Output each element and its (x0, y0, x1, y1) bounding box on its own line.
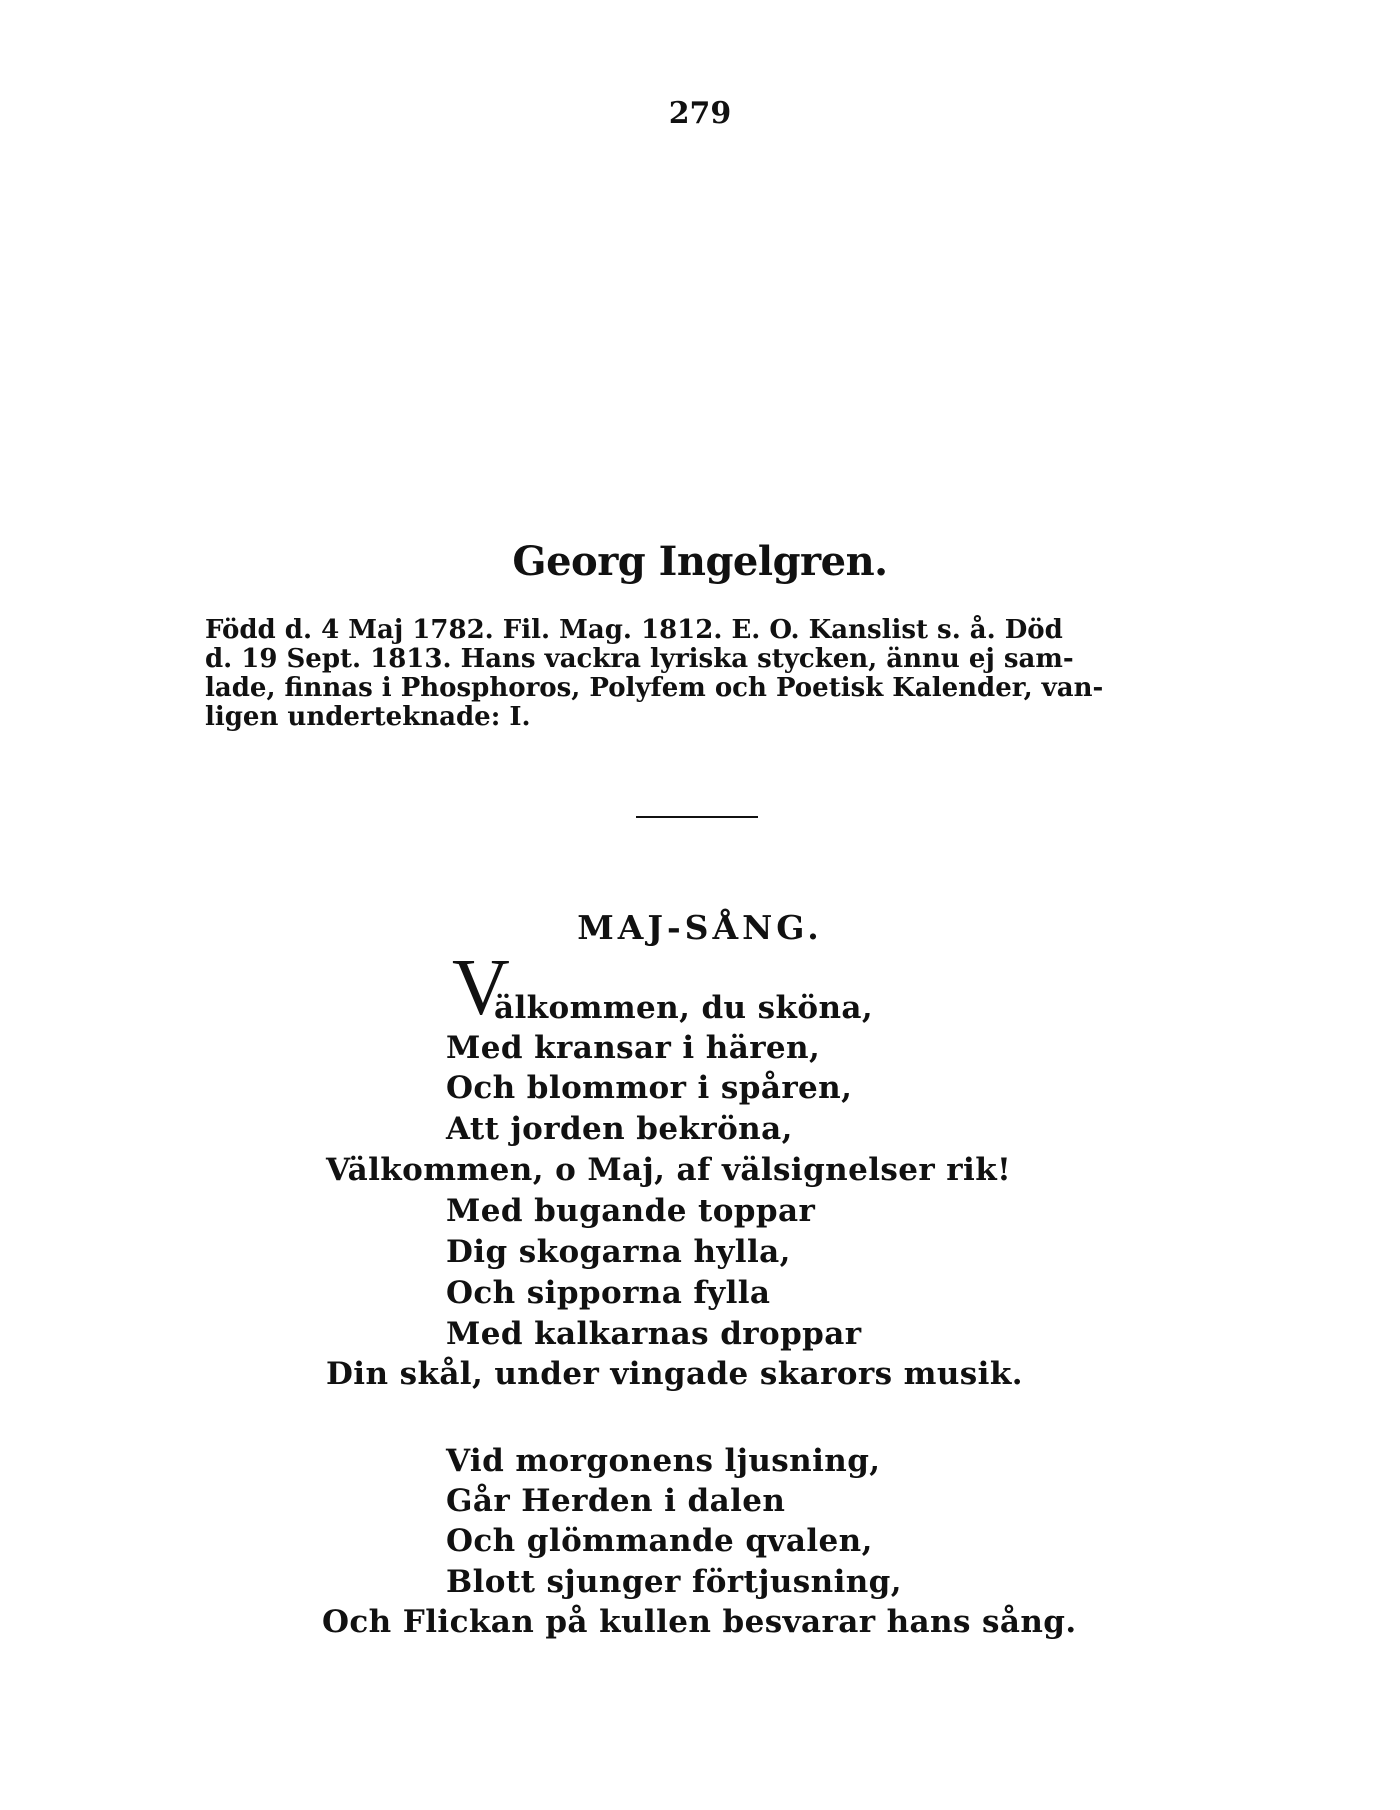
poem-line: Går Herden i dalen (446, 1483, 786, 1519)
biography-line: d. 19 Sept. 1813. Hans vackra lyriska stycken, ännu ej sam- (205, 644, 1074, 674)
poem-line: Välkommen, o Maj, af välsignelser rik! (326, 1152, 1012, 1188)
poem-line: Och Flickan på kullen besvarar hans sång. (322, 1604, 1077, 1640)
poem-line: älkommen, du sköna, (494, 990, 874, 1026)
poem-line: Vid morgonens ljusning, (446, 1443, 881, 1479)
poem-title: MAJ-SÅNG. (577, 908, 823, 947)
poem-line: Att jorden bekröna, (446, 1111, 793, 1147)
poem-line: Med kransar i hären, (446, 1030, 821, 1066)
poem-line: Och blommor i spåren, (446, 1070, 853, 1106)
author-biography (205, 616, 1195, 732)
biography-line: lade, finnas i Phosphoros, Polyfem och Poetisk Kalender, van- (205, 673, 1104, 703)
poem-line: Dig skogarna hylla, (446, 1234, 791, 1270)
drop-cap: V (452, 944, 510, 1032)
author-name: Georg Ingelgren. (512, 538, 888, 585)
poem-line: Din skål, under vingade skarors musik. (326, 1356, 1023, 1392)
section-divider (636, 816, 758, 818)
poem-line: Och glömmande qvalen, (446, 1523, 873, 1559)
poem-line: Blott sjunger förtjusning, (446, 1564, 902, 1600)
poem-line: Med kalkarnas droppar (446, 1316, 862, 1352)
poem-line: Med bugande toppar (446, 1193, 816, 1229)
page-number: 279 (668, 96, 732, 131)
biography-line: ligen underteknade: I. (205, 702, 531, 732)
poem-line: Och sipporna fylla (446, 1275, 771, 1311)
biography-line: Född d. 4 Maj 1782. Fil. Mag. 1812. E. O. Kanslist s. å. Död (205, 615, 1063, 645)
